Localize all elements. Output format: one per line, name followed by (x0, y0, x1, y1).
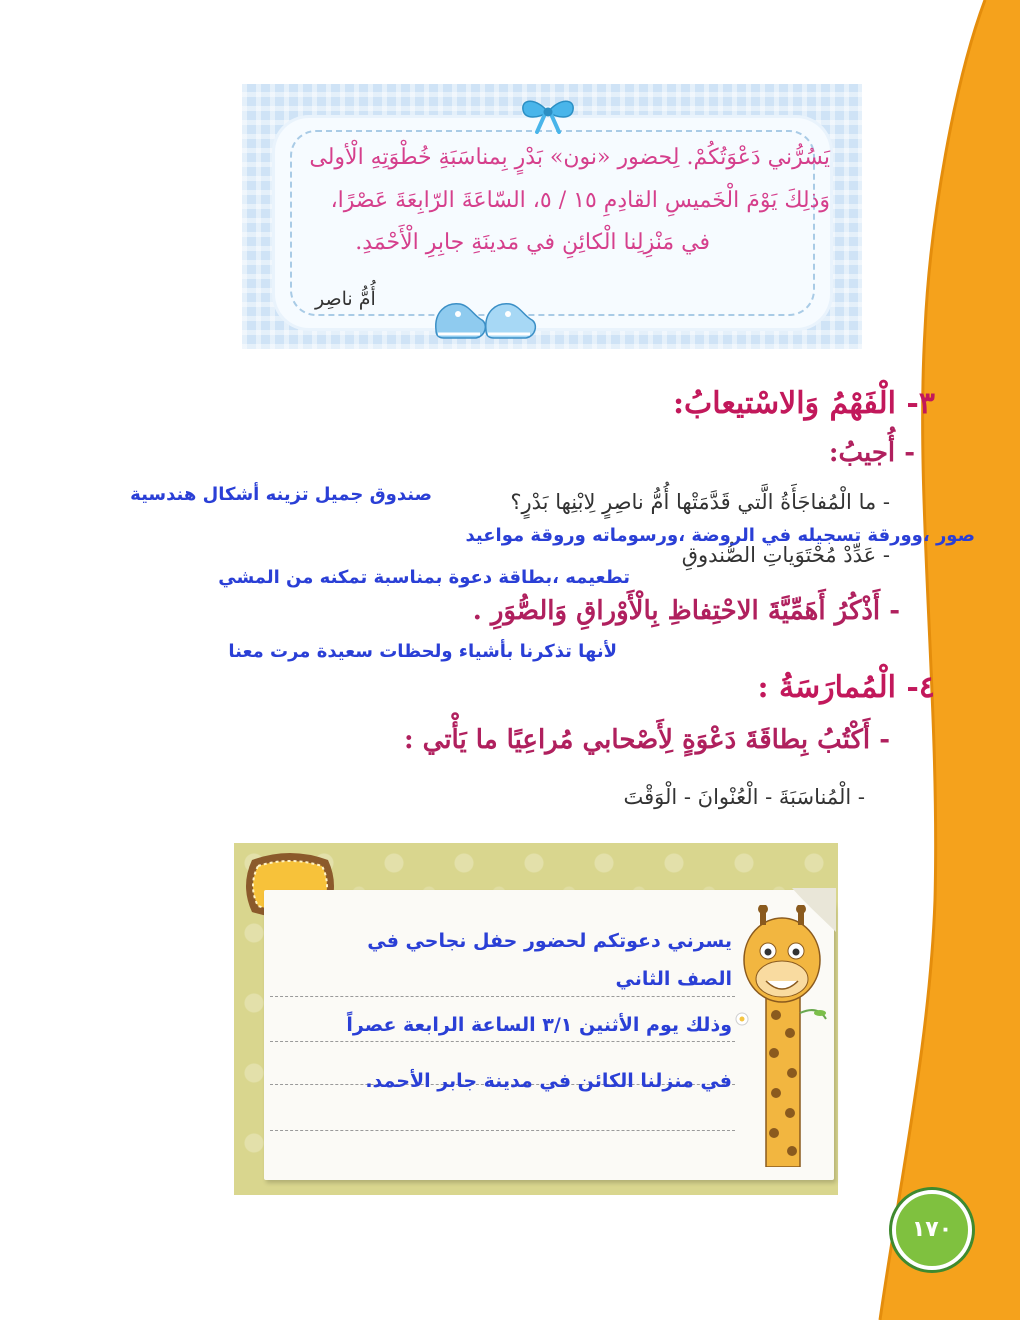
writing-line-1 (270, 996, 735, 997)
answer-3: لأنها تذكرنا بأشياء ولحظات سعيدة مرت معنا (228, 641, 617, 662)
answer-1: صندوق جميل تزينه أشكال هندسية (130, 484, 432, 505)
invitation-line-2: وَذلِكَ يَوْمَ الْخَميسِ القادِمِ ١٥ / ٥، السّاعَةَ الرّابِعَةَ عَصْرًا، (330, 188, 830, 213)
card-line-2: الصف الثاني (615, 968, 732, 990)
invitation-line-1: يَسُرُّني دَعْوَتُكُمْ. لِحضور «نون» بَدْرٍ بِمناسَبَةِ خُطْوَتِهِ الْأولى (309, 145, 830, 170)
invitation-signature: أُمُّ ناصِر (315, 288, 376, 310)
answer-2: صور ،وورقة تسجيله في الروضة ،ورسوماته وروقة مواعيد (465, 525, 975, 546)
card-line-4: في منزلنا الكائن في مدينة جابر الأحمد. (365, 1070, 732, 1092)
practice-items: - الْمُناسَبَةَ - الْعُنْوانَ - الْوَقْتَ (623, 785, 865, 809)
practice-task: - أَكْتُبُ بِطاقَةَ دَعْوَةٍ لِأَصْحابي مُراعِيًا ما يَأْتي : (404, 725, 890, 755)
answer-2-continued: تطعيمه ،بطاقة دعوة بمناسبة تمكنه من المشي (218, 567, 630, 588)
writing-line-4 (270, 1130, 735, 1131)
card-line-1: يسرني دعوتكم لحضور حفل نجاحي في (367, 930, 732, 952)
writing-line-2 (270, 1041, 735, 1042)
giraffe-icon (732, 905, 832, 1167)
invitation-line-3: في مَنْزِلِنا الْكائِنِ في مَدينَةِ جابِرِ الْأَحْمَدِ. (355, 230, 710, 255)
question-1: - ما الْمُفاجَأَةُ الَّتي قَدَّمَتْها أُمُّ ناصِرٍ لِابْنِها بَدْرٍ؟ (510, 490, 890, 514)
question-2: - عَدِّدْ مُحْتَوَياتِ الصُّندوقِ (681, 543, 890, 567)
page-number: ١٧٠ (911, 1217, 953, 1242)
section-4-heading: ٤- الْمُمارَسَةُ : (757, 670, 935, 705)
card-line-3: وذلك يوم الأثنين ٣/١ الساعة الرابعة عصراً (346, 1014, 732, 1036)
bow-icon (517, 94, 579, 134)
baby-shoes-icon (430, 290, 540, 345)
section-3-heading: ٣- الْفَهْمُ وَالاسْتيعابُ: (672, 386, 935, 421)
question-3: - أَذْكُرُ أَهَمِّيَّةَ الاحْتِفاظِ بِالْأَوْراقِ وَالصُّوَرِ . (472, 596, 900, 626)
answer-label: - أُجيبُ: (828, 438, 915, 468)
